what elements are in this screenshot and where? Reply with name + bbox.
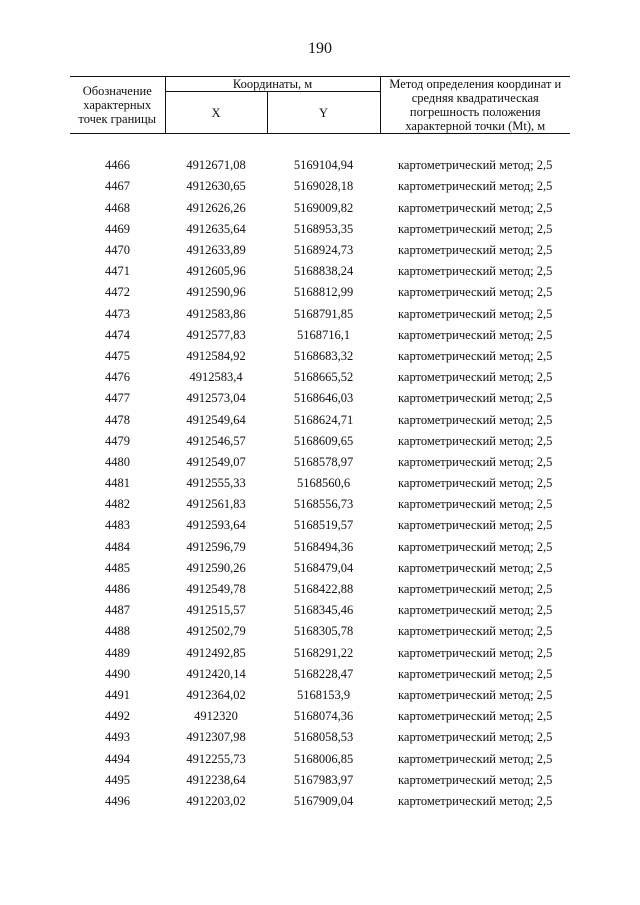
table-row (70, 770, 570, 791)
y-coordinate-cell: 5168494,36 (293, 539, 354, 554)
x-coordinate-cell: 4912420,14 (186, 666, 246, 681)
table-row (70, 325, 570, 346)
method-cell: картометрический метод; 2,5 (398, 730, 553, 745)
x-coordinate-cell: 4912583,86 (186, 306, 246, 321)
method-cell: картометрический метод; 2,5 (398, 709, 553, 724)
table-row (70, 748, 570, 769)
method-cell: картометрический метод; 2,5 (398, 306, 553, 321)
y-coordinate-cell: 5168791,85 (293, 306, 354, 321)
y-coordinate-cell: 5168479,04 (293, 560, 354, 575)
method-cell: картометрический метод; 2,5 (398, 243, 553, 258)
y-coordinate-cell: 5168646,03 (293, 391, 354, 406)
method-cell: картометрический метод; 2,5 (398, 200, 553, 215)
method-cell: картометрический метод; 2,5 (398, 264, 553, 279)
y-coordinate-cell: 5168953,35 (293, 221, 354, 236)
table-row (70, 240, 570, 261)
x-coordinate-cell: 4912555,33 (186, 476, 246, 491)
y-coordinate-cell: 5167983,97 (293, 772, 354, 787)
method-column-header: Метод определения координат и средняя квадратическая погрешность положения характерной точки (Mt), м (380, 77, 570, 134)
x-coordinate-cell: 4912549,07 (186, 454, 246, 469)
point-cell: 4476 (105, 370, 130, 385)
x-coordinate-cell: 4912584,92 (186, 348, 246, 363)
method-cell: картометрический метод; 2,5 (398, 221, 553, 236)
table-row (70, 473, 570, 494)
table-row (70, 643, 570, 664)
point-cell: 4480 (105, 454, 130, 469)
method-cell: картометрический метод; 2,5 (398, 645, 553, 660)
y-coordinate-cell: 5168153,9 (296, 687, 351, 702)
y-coordinate-cell: 5168578,97 (293, 454, 354, 469)
page-number: 190 (308, 40, 332, 57)
method-cell: картометрический метод; 2,5 (398, 603, 553, 618)
point-column-header: Обозначение характерных точек границы (70, 77, 165, 134)
y-coordinate-cell: 5168609,65 (293, 433, 354, 448)
y-coordinate-cell: 5168560,6 (296, 476, 351, 491)
x-coordinate-cell: 4912320 (194, 709, 238, 724)
point-cell: 4487 (105, 603, 130, 618)
point-cell: 4496 (105, 793, 130, 808)
x-coordinate-cell: 4912549,78 (186, 582, 246, 597)
y-coordinate-cell: 5167909,04 (293, 793, 354, 808)
table-body (70, 134, 570, 813)
x-coordinate-cell: 4912307,98 (186, 730, 246, 745)
table-header (70, 77, 570, 134)
method-cell: картометрический метод; 2,5 (398, 370, 553, 385)
method-cell: картометрический метод; 2,5 (398, 285, 553, 300)
method-cell: картометрический метод; 2,5 (398, 582, 553, 597)
point-cell: 4478 (105, 412, 130, 427)
x-coordinate-cell: 4912561,83 (186, 497, 246, 512)
method-cell: картометрический метод; 2,5 (398, 772, 553, 787)
x-coordinate-cell: 4912515,57 (186, 603, 246, 618)
table-row (70, 600, 570, 621)
method-cell: картометрический метод; 2,5 (398, 412, 553, 427)
x-coordinate-cell: 4912364,02 (186, 687, 246, 702)
coordinates-column-header: Координаты, м (165, 77, 380, 92)
y-coordinate-cell: 5168812,99 (293, 285, 354, 300)
point-cell: 4477 (105, 391, 130, 406)
point-cell: 4485 (105, 560, 130, 575)
point-cell: 4479 (105, 433, 130, 448)
point-cell: 4474 (105, 327, 130, 342)
table-row (70, 791, 570, 812)
point-cell: 4472 (105, 285, 130, 300)
method-cell: картометрический метод; 2,5 (398, 158, 553, 173)
method-cell: картометрический метод; 2,5 (398, 179, 553, 194)
x-coordinate-cell: 4912546,57 (186, 433, 246, 448)
table-row (70, 727, 570, 748)
point-cell: 4495 (105, 772, 130, 787)
x-coordinate-cell: 4912238,64 (186, 772, 246, 787)
y-coordinate-cell: 5168716,1 (296, 327, 351, 342)
method-cell: картометрический метод; 2,5 (398, 518, 553, 533)
method-cell: картометрический метод; 2,5 (398, 454, 553, 469)
table-row (70, 664, 570, 685)
x-coordinate-cell: 4912577,83 (186, 327, 246, 342)
x-coordinate-cell: 4912492,85 (186, 645, 246, 660)
point-cell: 4466 (105, 158, 130, 173)
method-cell: картометрический метод; 2,5 (398, 666, 553, 681)
method-cell: картометрический метод; 2,5 (398, 793, 553, 808)
y-coordinate-cell: 5168305,78 (293, 624, 354, 639)
table-row (70, 706, 570, 727)
x-coordinate-cell: 4912502,79 (186, 624, 246, 639)
method-cell: картометрический метод; 2,5 (398, 751, 553, 766)
point-cell: 4483 (105, 518, 130, 533)
x-coordinate-cell: 4912671,08 (186, 158, 246, 173)
coordinates-table (70, 76, 570, 812)
point-cell: 4488 (105, 624, 130, 639)
method-cell: картометрический метод; 2,5 (398, 433, 553, 448)
table-row (70, 579, 570, 600)
y-coordinate-cell: 5169104,94 (293, 158, 354, 173)
x-coordinate-cell: 4912596,79 (186, 539, 246, 554)
point-cell: 4468 (105, 200, 130, 215)
table-row (70, 261, 570, 282)
table-row (70, 367, 570, 388)
table-row (70, 431, 570, 452)
y-coordinate-cell: 5168058,53 (293, 730, 354, 745)
y-coordinate-cell: 5168006,85 (293, 751, 354, 766)
x-coordinate-cell: 4912583,4 (189, 370, 243, 385)
x-coordinate-cell: 4912633,89 (186, 243, 246, 258)
point-cell: 4475 (105, 348, 130, 363)
y-coordinate-cell: 5169028,18 (293, 179, 354, 194)
table-row (70, 621, 570, 642)
x-coordinate-cell: 4912605,96 (186, 264, 246, 279)
x-column-header: X (165, 92, 267, 134)
point-cell: 4494 (105, 751, 130, 766)
y-coordinate-cell: 5169009,82 (293, 200, 354, 215)
point-cell: 4473 (105, 306, 130, 321)
point-cell: 4471 (105, 264, 130, 279)
point-cell: 4489 (105, 645, 130, 660)
method-cell: картометрический метод; 2,5 (398, 476, 553, 491)
y-coordinate-cell: 5168683,32 (293, 348, 354, 363)
method-cell: картометрический метод; 2,5 (398, 327, 553, 342)
point-cell: 4482 (105, 497, 130, 512)
y-coordinate-cell: 5168838,24 (293, 264, 354, 279)
table-row (70, 304, 570, 325)
table-row (70, 685, 570, 706)
table-row (70, 176, 570, 197)
point-cell: 4481 (105, 476, 130, 491)
table-row (70, 282, 570, 303)
x-coordinate-cell: 4912593,64 (186, 518, 246, 533)
table-row (70, 346, 570, 367)
x-coordinate-cell: 4912255,73 (186, 751, 246, 766)
y-coordinate-cell: 5168519,57 (293, 518, 354, 533)
x-coordinate-cell: 4912626,26 (186, 200, 246, 215)
table-row (70, 409, 570, 430)
point-cell: 4484 (105, 539, 130, 554)
y-coordinate-cell: 5168422,88 (293, 582, 354, 597)
table-row (70, 515, 570, 536)
point-cell: 4490 (105, 666, 130, 681)
table-row (70, 219, 570, 240)
table-row (70, 452, 570, 473)
y-coordinate-cell: 5168074,36 (293, 709, 354, 724)
point-cell: 4467 (105, 179, 130, 194)
table-row (70, 537, 570, 558)
method-cell: картометрический метод; 2,5 (398, 560, 553, 575)
y-coordinate-cell: 5168624,71 (293, 412, 354, 427)
point-cell: 4486 (105, 582, 130, 597)
x-coordinate-cell: 4912630,65 (186, 179, 246, 194)
point-cell: 4470 (105, 243, 130, 258)
x-coordinate-cell: 4912203,02 (186, 793, 246, 808)
method-cell: картометрический метод; 2,5 (398, 348, 553, 363)
y-coordinate-cell: 5168665,52 (293, 370, 354, 385)
table-row (70, 155, 570, 176)
point-cell: 4492 (105, 709, 130, 724)
y-coordinate-cell: 5168556,73 (293, 497, 354, 512)
x-coordinate-cell: 4912635,64 (186, 221, 246, 236)
point-cell: 4469 (105, 221, 130, 236)
y-column-header: Y (267, 92, 380, 134)
method-cell: картометрический метод; 2,5 (398, 391, 553, 406)
method-cell: картометрический метод; 2,5 (398, 497, 553, 512)
table-row (70, 558, 570, 579)
table-row (70, 388, 570, 409)
y-coordinate-cell: 5168924,73 (293, 243, 354, 258)
x-coordinate-cell: 4912590,26 (186, 560, 246, 575)
method-cell: картометрический метод; 2,5 (398, 624, 553, 639)
y-coordinate-cell: 5168291,22 (293, 645, 354, 660)
point-cell: 4493 (105, 730, 130, 745)
x-coordinate-cell: 4912590,96 (186, 285, 246, 300)
y-coordinate-cell: 5168228,47 (293, 666, 354, 681)
x-coordinate-cell: 4912573,04 (186, 391, 246, 406)
table-row (70, 494, 570, 515)
method-cell: картометрический метод; 2,5 (398, 687, 553, 702)
x-coordinate-cell: 4912549,64 (186, 412, 246, 427)
y-coordinate-cell: 5168345,46 (293, 603, 354, 618)
method-cell: картометрический метод; 2,5 (398, 539, 553, 554)
point-cell: 4491 (105, 687, 130, 702)
table-row (70, 198, 570, 219)
